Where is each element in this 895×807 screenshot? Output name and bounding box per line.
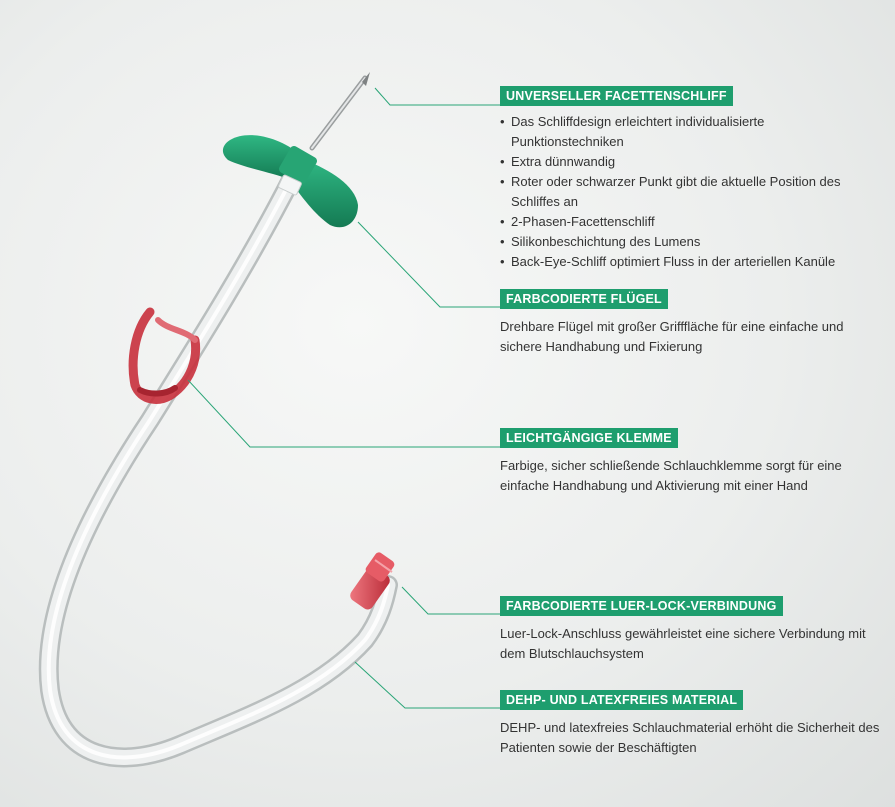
callout-text: Drehbare Flügel mit großer Grifffläche für eine einfache und sichere Handhabung und Fixierung bbox=[500, 319, 844, 354]
callout-text: DEHP- und latexfreies Schlauchmaterial erhöht die Sicherheit des Patienten sowie der Beschäftigten bbox=[500, 720, 880, 755]
list-item: • 2-Phasen-Facettenschliff bbox=[500, 212, 880, 232]
callout-needle bbox=[500, 86, 880, 272]
wings bbox=[223, 135, 358, 227]
callout-connector bbox=[500, 596, 880, 664]
callout-text: Farbige, sicher schließende Schlauchklemme sorgt für eine einfache Handhabung und Aktivierung mit einer Hand bbox=[500, 458, 842, 493]
callout-clamp bbox=[500, 428, 880, 496]
callout-title: LEICHTGÄNGIGE KLEMME bbox=[500, 428, 678, 448]
tubing bbox=[49, 178, 388, 757]
list-item: • Back-Eye-Schliff optimiert Fluss in der arteriellen Kanüle bbox=[500, 252, 880, 272]
list-item: • Das Schliffdesign erleichtert individualisierte Punktionstechniken bbox=[500, 112, 880, 152]
callout-text: Luer-Lock-Anschluss gewährleistet eine sichere Verbindung mit dem Blutschlauchsystem bbox=[500, 626, 866, 661]
callout-material bbox=[500, 690, 880, 758]
callout-title: DEHP- UND LATEXFREIES MATERIAL bbox=[500, 690, 743, 710]
list-item: • Roter oder schwarzer Punkt gibt die aktuelle Position des Schliffes an bbox=[500, 172, 880, 212]
callout-title: UNVERSELLER FACETTENSCHLIFF bbox=[500, 86, 733, 106]
list-item: • Extra dünnwandig bbox=[500, 152, 880, 172]
leader-lines bbox=[188, 88, 500, 708]
needle bbox=[312, 72, 370, 148]
list-item: • Silikonbeschichtung des Lumens bbox=[500, 232, 880, 252]
callout-wings bbox=[500, 289, 880, 357]
callout-title: FARBCODIERTE LUER-LOCK-VERBINDUNG bbox=[500, 596, 783, 616]
callout-title: FARBCODIERTE FLÜGEL bbox=[500, 289, 668, 309]
feature-list bbox=[500, 112, 880, 272]
